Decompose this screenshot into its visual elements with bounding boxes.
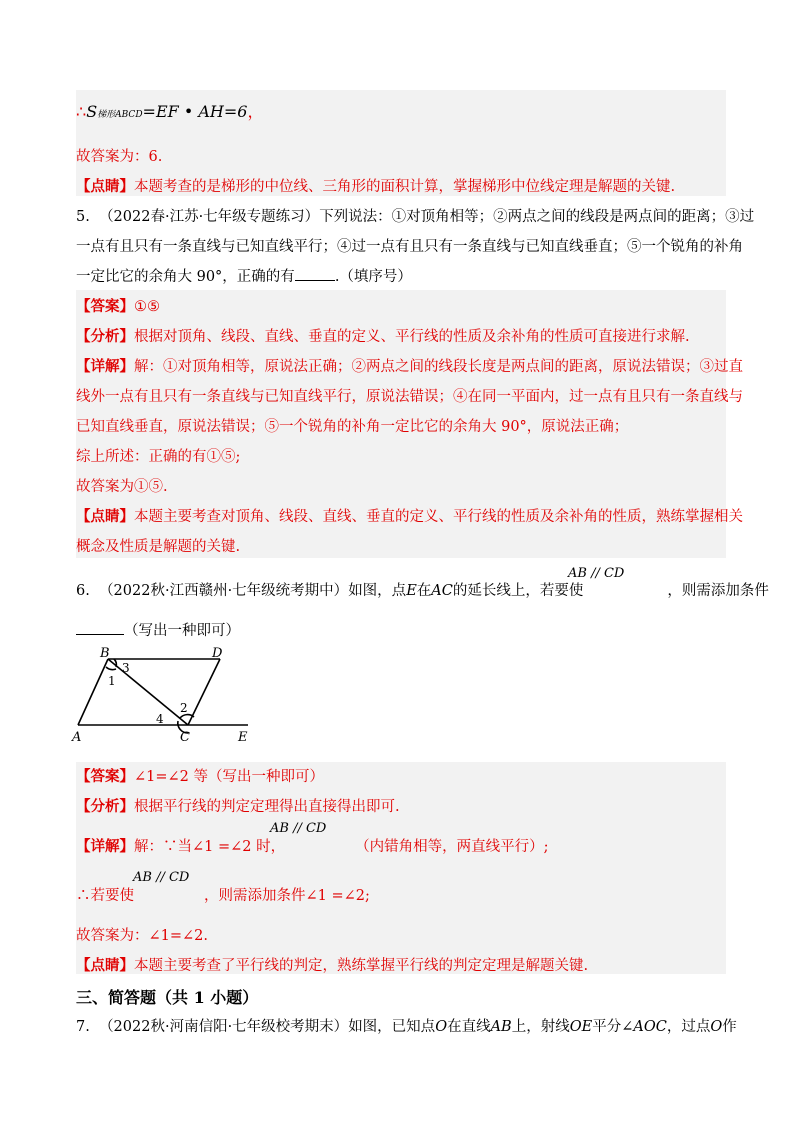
- question-source: （2022春·江苏·七年级专题练习）: [99, 209, 320, 225]
- comment-line-1: 【点睛】本题主要考查对顶角、线段、直线、垂直的定义、平行线的性质及余补角的性质，熟练掌握相关: [76, 508, 743, 525]
- parallel-notation: AB // CD: [270, 821, 327, 836]
- label-C: C: [180, 730, 190, 745]
- parallel-notation: AB // CD: [133, 870, 190, 885]
- detail-line: 【详解】解：∵当∠1 =∠2 时， （内错角相等，两直线平行）;: [76, 838, 549, 855]
- line-DC: [188, 659, 220, 725]
- answer-blank[interactable]: [295, 280, 335, 281]
- analysis-line: 【分析】根据平行线的判定定理得出直接得出即可.: [76, 798, 400, 815]
- angle-3: 3: [122, 661, 130, 675]
- final-answer-line: 故答案为：∠1=∠2.: [76, 928, 209, 944]
- therefore-line: ∴若要使 ，则需添加条件∠1 =∠2;: [76, 888, 370, 904]
- geometry-figure: [70, 645, 260, 749]
- question-6-line-2: （写出一种即可）: [76, 621, 240, 641]
- answer-line: 【答案】①⑤: [76, 298, 160, 315]
- answer-line: 【答案】∠1=∠2 等（写出一种即可）: [76, 768, 325, 785]
- detail-line-3: 已知直线垂直，原说法错误；⑤一个锐角的补角一定比它的余角大 90°，原说法正确；: [76, 419, 629, 435]
- angle-4: 4: [156, 712, 164, 726]
- summary-line: 综上所述：正确的有①⑤;: [76, 449, 241, 465]
- comment-line-2: 概念及性质是解题的关键.: [76, 539, 241, 555]
- label-D: D: [212, 646, 223, 661]
- answer-line: 故答案为：6.: [76, 149, 163, 165]
- label-A: A: [72, 730, 82, 745]
- label-B: B: [100, 646, 110, 661]
- angle-2: 2: [180, 701, 188, 715]
- question-5-line-2: 一点有且只有一条直线与已知直线平行；④过一点有且只有一条直线与已知直线垂直；⑤一个锐角的补角: [76, 239, 743, 255]
- question-source: （2022秋·江西赣州·七年级统考期中）: [99, 583, 349, 599]
- therefore-symbol: ∴: [76, 102, 87, 121]
- detail-line-1: 【详解】解：①对顶角相等，原说法正确；②两点之间的线段长度是两点间的距离，原说法错误；③过直: [76, 358, 743, 375]
- analysis-line: 【分析】根据对顶角、线段、直线、垂直的定义、平行线的性质及余补角的性质可直接进行求解.: [76, 328, 690, 345]
- section-heading: 三、简答题（共 1 小题）: [76, 988, 259, 1007]
- question-6-line-1: 6. （2022秋·江西赣州·七年级统考期中）如图，点E在AC的延长线上，若要使 ，则需添加条件: [76, 583, 769, 599]
- angle-1: 1: [108, 674, 116, 688]
- detail-line-2: 线外一点有且只有一条直线与已知直线平行，原说法错误；④在同一平面内，过一点有且只有一条直线与: [76, 389, 743, 405]
- question-5-line-3: 一定比它的余角大 90°，正确的有 .（填序号）: [76, 269, 412, 285]
- formula-line: ∴S梯形ABCD=EF • AH=6，: [76, 102, 264, 121]
- comment-line: 【点睛】本题主要考查了平行线的判定，熟练掌握平行线的判定定理是解题关键.: [76, 957, 589, 974]
- question-7-line-1: 7. （2022秋·河南信阳·七年级校考期末）如图，已知点O在直线AB上，射线OE平分∠AOC，过点O作: [76, 1019, 737, 1035]
- answer-blank[interactable]: [76, 634, 124, 635]
- comment-line: 【点睛】本题考查的是梯形的中位线、三角形的面积计算，掌握梯形中位线定理是解题的关键.: [76, 178, 676, 195]
- parallel-notation: AB // CD: [568, 566, 625, 581]
- line-AB: [78, 659, 108, 725]
- line-BC: [108, 659, 188, 725]
- question-source: （2022秋·河南信阳·七年级校考期末）: [99, 1019, 349, 1035]
- label-E: E: [238, 730, 248, 745]
- question-5-line-1: 5. （2022春·江苏·七年级专题练习）下列说法：①对顶角相等；②两点之间的线段是两点间的距离；③过: [76, 209, 755, 225]
- area-formula: =EF • AH=6: [142, 102, 248, 121]
- final-answer-line: 故答案为①⑤.: [76, 479, 168, 495]
